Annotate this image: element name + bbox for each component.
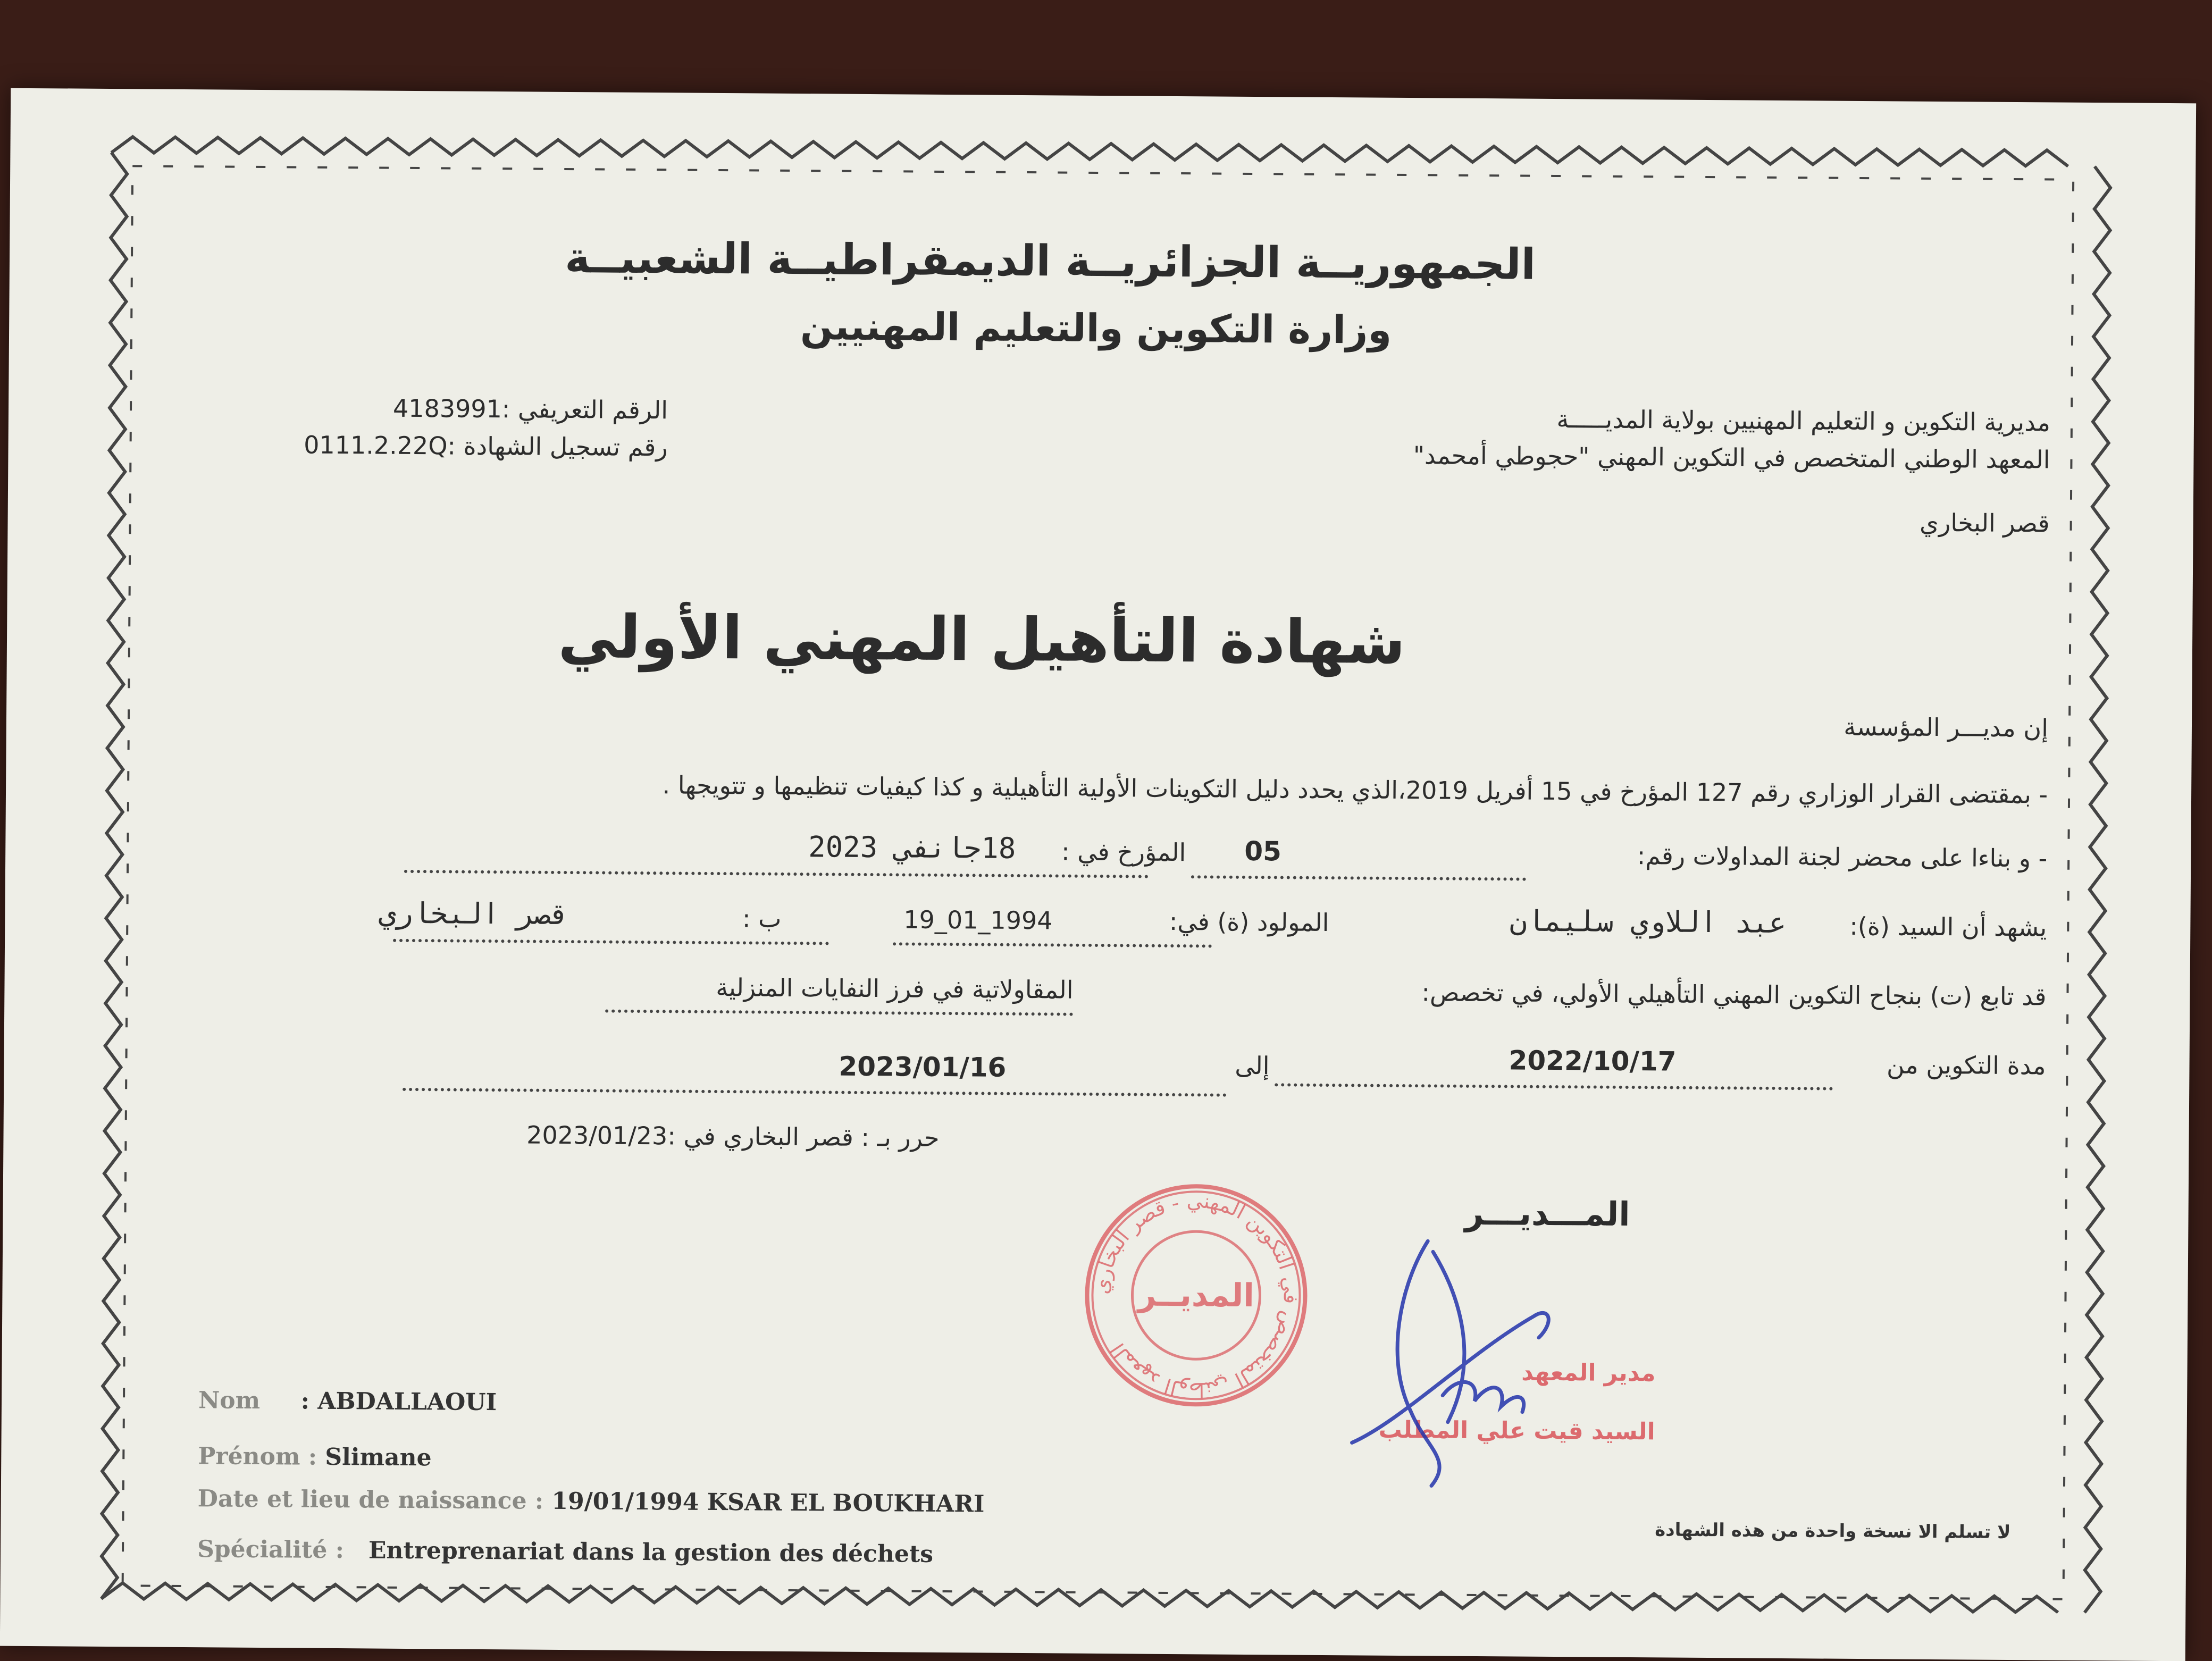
fr-birth-row	[198, 1485, 985, 1517]
registration-number: رقم تسجيل الشهادة :0111.2.22Q	[304, 430, 668, 462]
stamp-graphic	[1081, 1180, 1311, 1411]
republic-heading: الجمهوريــة الجزائريــة الديمقراطيــة الشعبيــة	[564, 232, 1536, 289]
followed-label: قد تابع (ت) بنجاح التكوين المهني التأهيلي الأولي، في تخصص:	[1421, 978, 2047, 1011]
fr-nom-row	[198, 1387, 497, 1416]
single-copy-notice: لا تسلم الا نسخة واحدة من هذه الشهادة	[1655, 1519, 2011, 1543]
fr-birth-label: Date et lieu de naissance :	[197, 1485, 544, 1515]
stamp-inner-text: المديــر	[1137, 1276, 1255, 1315]
fr-birth-value: 19/01/1994 KSAR EL BOUKHARI	[551, 1487, 985, 1518]
signature-title-2: السيد قيت علي المطلب	[1378, 1416, 1655, 1446]
official-stamp	[1081, 1180, 1311, 1411]
from-date: 2022/10/17	[1509, 1045, 1677, 1077]
certificate-paper	[0, 88, 2196, 1661]
holder-name: عبد اللاوي سليمان	[1510, 904, 1787, 940]
minutes-number: 05	[1244, 835, 1282, 867]
specialty: المقاولاتية في فرز النفايات المنزلية	[716, 972, 1074, 1004]
fr-spec-row	[197, 1536, 933, 1568]
fr-nom-label: Nom	[198, 1387, 261, 1415]
certify-label: يشهد أن السيد (ة):	[1849, 911, 2047, 942]
to-date: 2023/01/16	[839, 1051, 1007, 1083]
fr-spec-value: Entreprenariat dans la gestion des déchets	[368, 1537, 934, 1568]
director-heading: المـــديـــر	[1464, 1193, 1630, 1234]
signature-title-1: مدير المعهد	[1521, 1358, 1656, 1387]
stamp-outer-text: المعهد الوطني المتخصص في التكوين المهني - قصر البخاري	[1089, 1189, 1303, 1402]
duration-label: مدة التكوين من	[1886, 1050, 2046, 1080]
fr-spec-label: Spécialité :	[197, 1536, 345, 1564]
birth-place: قصر البخاري	[378, 896, 569, 932]
city-line: قصر البخاري	[1919, 508, 2050, 538]
minutes-date-label: المؤرخ في :	[1061, 837, 1186, 867]
minutes-label: - و بناءا على محضر لجنة المداولات رقم:	[1637, 841, 2048, 873]
fr-prenom-label: Prénom :	[198, 1442, 317, 1471]
fr-nom-value: : ABDALLAOUI	[300, 1387, 497, 1416]
handwritten-signature	[1320, 1219, 1566, 1497]
minutes-date: 18جانفي 2023	[808, 830, 1016, 865]
directorate-line: مديرية التكوين و التعليم المهنيين بولاية المديـــــة	[1556, 405, 2051, 437]
intro-line: إن مديـــر المؤسسة	[1844, 712, 2049, 743]
fr-prenom-value: Slimane	[325, 1443, 432, 1472]
birth-date: 19_01_1994	[903, 905, 1053, 935]
issued-line: حرر بـ : قصر البخاري في :2023/01/23	[526, 1120, 940, 1152]
birth-place-at-label: ب :	[742, 904, 782, 933]
to-label: إلى	[1235, 1051, 1270, 1080]
ministry-heading: وزارة التكوين والتعليم المهنيين	[800, 304, 1392, 353]
id-number: الرقم التعريفي :4183991	[392, 393, 668, 425]
born-label: المولود (ة) في:	[1169, 907, 1329, 937]
institute-line: المعهد الوطني المتخصص في التكوين المهني "حجوطي أمحمد"	[1413, 441, 2050, 474]
fr-prenom-row	[198, 1442, 432, 1471]
certificate-title: شهادة التأهيل المهني الأولي	[558, 602, 1406, 678]
decree-line: - بمقتضى القرار الوزاري رقم 127 المؤرخ في 15 أفريل 2019،الذي يحدد دليل التكوينات الأولية التأهيلية و كذا كيفيات تنظيمها و تتويجها .	[662, 770, 2048, 809]
